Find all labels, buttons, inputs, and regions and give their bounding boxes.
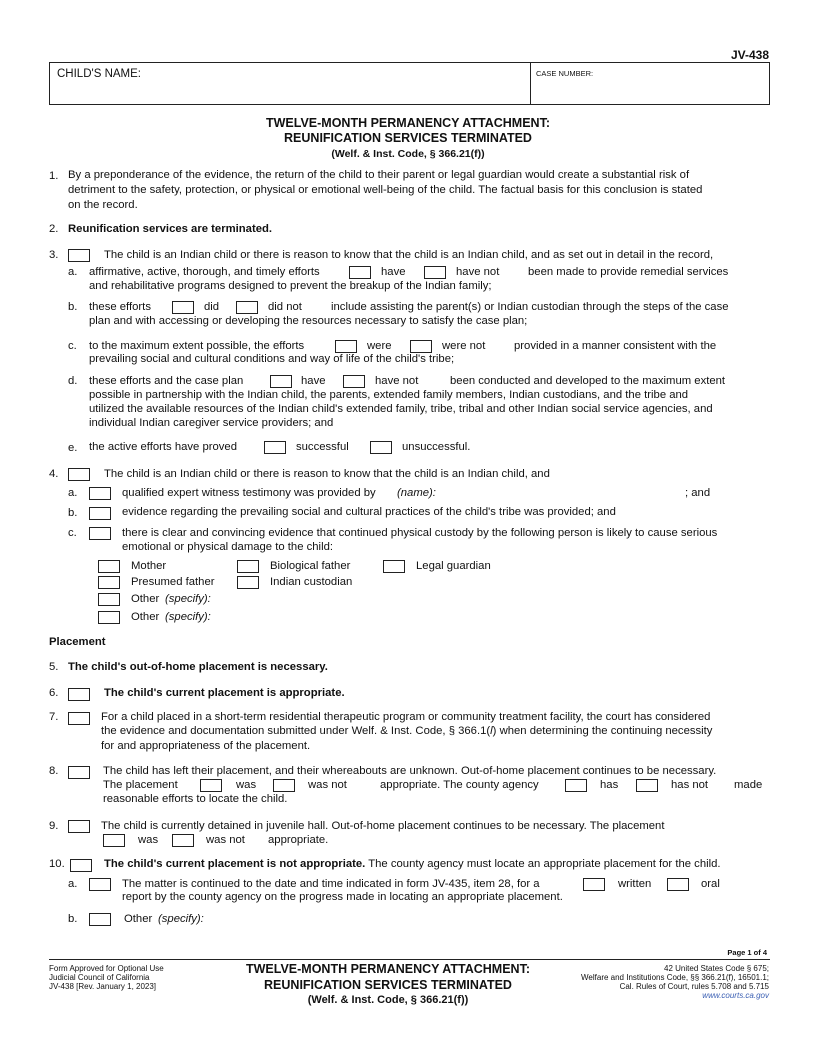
- item8-has-checkbox[interactable]: [565, 779, 587, 792]
- item4-text: The child is an Indian child or there is reason to know that the child is an Indian child, and: [104, 468, 550, 480]
- item3c-post: provided in a manner consistent with the: [514, 340, 717, 352]
- item6-checkbox[interactable]: [68, 688, 90, 701]
- item8-number: 8.: [49, 765, 59, 777]
- item3b-did-not-label: did not: [268, 301, 302, 313]
- item7-line2-b: ) when determining the continuing necessity: [492, 725, 713, 737]
- item3c-were-checkbox[interactable]: [335, 340, 357, 353]
- footer-left-3: JV-438 [Rev. January 1, 2023]: [49, 982, 157, 991]
- item10a-line2: report by the county agency on the progress made in locating an appropriate placement.: [122, 891, 563, 903]
- item3b-did-checkbox[interactable]: [172, 301, 194, 314]
- item10b-label: Other: [124, 913, 153, 925]
- item3d-have-not-label: have not: [375, 375, 419, 387]
- other-2-checkbox[interactable]: [98, 611, 120, 624]
- item4a-name-field[interactable]: [440, 484, 680, 500]
- item10-bold: The child's current placement is not appropriate.: [104, 858, 366, 870]
- page-title-line2: REUNIFICATION SERVICES TERMINATED: [284, 131, 532, 145]
- item6-number: 6.: [49, 687, 59, 699]
- item3a-have-not-checkbox[interactable]: [424, 266, 446, 279]
- item2-number: 2.: [49, 223, 59, 235]
- item9-number: 9.: [49, 820, 59, 832]
- item3a-have-checkbox[interactable]: [349, 266, 371, 279]
- item9-was-checkbox[interactable]: [103, 834, 125, 847]
- item10a-letter: a.: [68, 878, 78, 890]
- item3a-post: been made to provide remedial services: [528, 266, 729, 278]
- item8-was-checkbox[interactable]: [200, 779, 222, 792]
- item3b-letter: b.: [68, 301, 78, 313]
- item3d-pre: these efforts and the case plan: [89, 375, 244, 387]
- other-1-specify: (specify):: [165, 593, 211, 605]
- item4-number: 4.: [49, 468, 59, 480]
- item9-was-not-label: was not: [206, 834, 245, 846]
- item10a-oral-label: oral: [701, 878, 720, 890]
- other-1-checkbox[interactable]: [98, 593, 120, 606]
- case-number-label: CASE NUMBER:: [536, 69, 594, 78]
- item1-number: 1.: [49, 170, 59, 182]
- item3b-did-not-checkbox[interactable]: [236, 301, 258, 314]
- indian-custodian-label: Indian custodian: [270, 576, 353, 588]
- item3c-letter: c.: [68, 340, 77, 352]
- placement-heading: Placement: [49, 636, 106, 648]
- item7-line3: for and appropriateness of the placement.: [101, 740, 311, 752]
- item4a-text: qualified expert witness testimony was provided by: [122, 487, 376, 499]
- childs-name-field[interactable]: [60, 80, 520, 100]
- item1-line3: on the record.: [68, 199, 138, 211]
- footer-title-2: REUNIFICATION SERVICES TERMINATED: [264, 978, 512, 992]
- biological-father-checkbox[interactable]: [237, 560, 259, 573]
- item3b-did-label: did: [204, 301, 220, 313]
- item3d-line3: utilized the available resources of the Indian child's extended family, tribe, tribal and other Indian social service agencies, and: [89, 403, 713, 415]
- childs-name-label: CHILD'S NAME:: [57, 68, 141, 80]
- item9-was-not-checkbox[interactable]: [172, 834, 194, 847]
- page-title-line1: TWELVE-MONTH PERMANENCY ATTACHMENT:: [265, 116, 550, 130]
- presumed-father-checkbox[interactable]: [98, 576, 120, 589]
- item8-mid: appropriate. The county agency: [380, 779, 539, 791]
- item3e-pre: the active efforts have proved: [89, 441, 237, 453]
- item10-checkbox[interactable]: [70, 859, 92, 872]
- mother-label: Mother: [131, 560, 167, 572]
- item3b-post: include assisting the parent(s) or Indian custodian through the steps of the case: [331, 301, 729, 313]
- item4a-name-label: (name):: [397, 487, 436, 499]
- item9-was-label: was: [138, 834, 159, 846]
- page-title-line3: (Welf. & Inst. Code, § 366.21(f)): [331, 148, 485, 160]
- item8-made: made: [734, 779, 763, 791]
- item10a-written-label: written: [618, 878, 652, 890]
- item3-text: The child is an Indian child or there is reason to know that the child is an Indian child, and as set out in detail in the record,: [104, 249, 714, 261]
- item5-text: The child's out-of-home placement is necessary.: [68, 661, 328, 673]
- item3c-were-not-checkbox[interactable]: [410, 340, 432, 353]
- item3a-line2: and rehabilitative programs designed to prevent the breakup of the Indian family;: [89, 280, 492, 292]
- item3c-line2: prevailing social and cultural conditions and way of life of the child's tribe;: [89, 353, 455, 365]
- item1-line2: detriment to the safety, protection, or physical or emotional well-being of the child. The factual basis for this conclusion is stated: [68, 184, 703, 196]
- item7-checkbox[interactable]: [68, 712, 90, 725]
- item3a-pre: affirmative, active, thorough, and timely efforts: [89, 266, 320, 278]
- other-2-label: Other: [131, 611, 160, 623]
- footer-title-3: (Welf. & Inst. Code, § 366.21(f)): [307, 994, 469, 1006]
- item9-line1: The child is currently detained in juvenile hall. Out-of-home placement continues to be necessary. The placement: [101, 820, 665, 832]
- footer-right-3: Cal. Rules of Court, rules 5.708 and 5.715: [619, 982, 769, 991]
- item4b-letter: b.: [68, 507, 78, 519]
- page-number: Page 1 of 4: [727, 948, 767, 957]
- item9-checkbox[interactable]: [68, 820, 90, 833]
- biological-father-label: Biological father: [270, 560, 351, 572]
- mother-checkbox[interactable]: [98, 560, 120, 573]
- footer-right-2: Welfare and Institutions Code, §§ 366.21(f), 16501.1;: [581, 973, 769, 982]
- item10-rest: The county agency must locate an appropriate placement for the child.: [368, 858, 721, 870]
- item1-line1: By a preponderance of the evidence, the return of the child to their parent or legal guardian would create a substantial risk of: [68, 169, 690, 181]
- item4a-checkbox[interactable]: [89, 487, 111, 500]
- item3b-pre: these efforts: [89, 301, 151, 313]
- item8-was-label: was: [236, 779, 257, 791]
- item4b-checkbox[interactable]: [89, 507, 111, 520]
- item3c-were-not-label: were not: [442, 340, 486, 352]
- item3e-successful-label: successful: [296, 441, 349, 453]
- item3a-letter: a.: [68, 266, 78, 278]
- header-divider: [530, 62, 531, 105]
- item4c-letter: c.: [68, 527, 77, 539]
- item3-number: 3.: [49, 249, 59, 261]
- item3-checkbox[interactable]: [68, 249, 90, 262]
- item10a-oral-checkbox[interactable]: [667, 878, 689, 891]
- legal-guardian-label: Legal guardian: [416, 560, 491, 572]
- presumed-father-label: Presumed father: [131, 576, 215, 588]
- item8-checkbox[interactable]: [68, 766, 90, 779]
- item3e-unsuccessful-checkbox[interactable]: [370, 441, 392, 454]
- item3e-successful-checkbox[interactable]: [264, 441, 286, 454]
- item3a-have-not-label: have not: [456, 266, 500, 278]
- case-number-field[interactable]: [536, 80, 761, 100]
- item8-has-not-label: has not: [671, 779, 709, 791]
- item10a-pre: The matter is continued to the date and time indicated in form JV-435, item 28, for a: [122, 878, 540, 890]
- item4a-letter: a.: [68, 487, 78, 499]
- item8-line3: reasonable efforts to locate the child.: [103, 793, 288, 805]
- item7-number: 7.: [49, 711, 59, 723]
- item4c-line2: emotional or physical damage to the child:: [122, 541, 333, 553]
- other-1-label: Other: [131, 593, 160, 605]
- item6-text: The child's current placement is appropriate.: [104, 687, 345, 699]
- item3b-line2: plan and with accessing or developing the resources necessary to satisfy the case plan;: [89, 315, 528, 327]
- indian-custodian-checkbox[interactable]: [237, 576, 259, 589]
- item3c-were-label: were: [367, 340, 392, 352]
- item4b-text: evidence regarding the prevailing social and cultural practices of the child's tribe was provided; and: [122, 506, 616, 518]
- item3d-line4: individual Indian caregiver service providers; and: [89, 417, 334, 429]
- item3d-have-not-checkbox[interactable]: [343, 375, 365, 388]
- item10a-checkbox[interactable]: [89, 878, 111, 891]
- item3d-post: been conducted and developed to the maximum extent: [450, 375, 726, 387]
- form-number: JV-438: [730, 48, 769, 62]
- item3d-letter: d.: [68, 375, 78, 387]
- other-2-specify: (specify):: [165, 611, 211, 623]
- item7-line2-a: the evidence and documentation submitted under Welf. & Inst. Code, § 366.1(: [101, 725, 491, 737]
- item8-pre: The placement: [103, 779, 178, 791]
- item4a-end: ; and: [685, 487, 711, 499]
- item10b-letter: b.: [68, 913, 78, 925]
- item10b-specify: (specify):: [158, 913, 204, 925]
- item8-has-label: has: [600, 779, 619, 791]
- item3d-have-checkbox[interactable]: [270, 375, 292, 388]
- footer-courts-link[interactable]: www.courts.ca.gov: [702, 991, 769, 1000]
- item8-was-not-label: was not: [308, 779, 347, 791]
- item4c-line1: there is clear and convincing evidence that continued physical custody by the following person is likely to cause serious: [122, 527, 718, 539]
- item8-has-not-checkbox[interactable]: [636, 779, 658, 792]
- item3d-line2: possible in partnership with the Indian child, the parents, extended family members, Indian custodians, and the tribe and: [89, 389, 689, 401]
- item7-line2: [101, 725, 712, 737]
- footer-left-1: Form Approved for Optional Use: [49, 964, 164, 973]
- item3e-unsuccessful-label: unsuccessful.: [402, 441, 471, 453]
- footer-left-2: Judicial Council of California: [49, 973, 150, 982]
- item8-was-not-checkbox[interactable]: [273, 779, 295, 792]
- legal-guardian-checkbox[interactable]: [383, 560, 405, 573]
- item10-text: [104, 858, 721, 870]
- item4-checkbox[interactable]: [68, 468, 90, 481]
- footer-title-1: TWELVE-MONTH PERMANENCY ATTACHMENT:: [245, 962, 530, 976]
- item10-number: 10.: [49, 858, 65, 870]
- item10b-checkbox[interactable]: [89, 913, 111, 926]
- item3e-letter: e.: [68, 442, 78, 454]
- footer-right-1: 42 United States Code § 675;: [664, 964, 769, 973]
- item10a-written-checkbox[interactable]: [583, 878, 605, 891]
- item2-text: Reunification services are terminated.: [68, 223, 273, 235]
- footer-rule: [49, 959, 770, 960]
- item8-line1: The child has left their placement, and their whereabouts are unknown. Out-of-home placement continues to be necessary.: [103, 765, 717, 777]
- item7-line2-l: l: [490, 725, 493, 737]
- item5-number: 5.: [49, 661, 59, 673]
- item3d-have-label: have: [301, 375, 326, 387]
- item9-end: appropriate.: [268, 834, 329, 846]
- item3a-have-label: have: [381, 266, 406, 278]
- item7-line1: For a child placed in a short-term residential therapeutic program or community treatment facility, the court has considered: [101, 711, 711, 723]
- item3c-pre: to the maximum extent possible, the efforts: [89, 340, 305, 352]
- item4c-checkbox[interactable]: [89, 527, 111, 540]
